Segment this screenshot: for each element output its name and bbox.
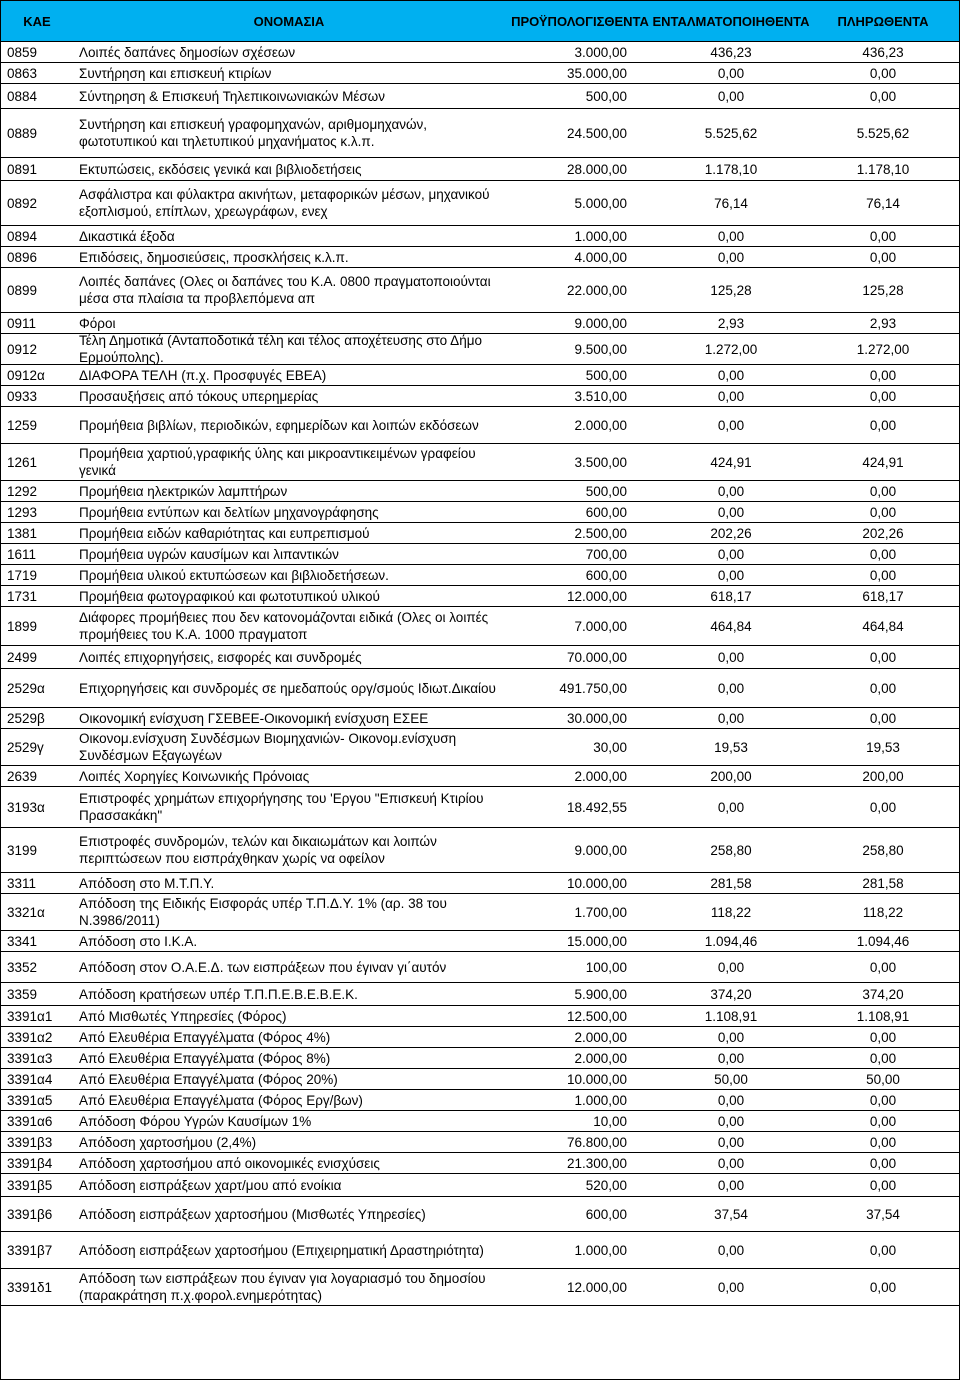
cell-budget: 10,00 <box>593 1113 627 1129</box>
table-row <box>1 109 959 158</box>
cell-budget: 500,00 <box>585 483 627 499</box>
cell-name: Προμήθεια εντύπων και δελτίων μηχανογράφησης <box>79 504 379 520</box>
cell-name: Λοιπές Χορηγίες Κοινωνικής Πρόνοιας <box>79 768 310 784</box>
cell-code: 3391α5 <box>7 1092 53 1108</box>
cell-name: Επιχορηγήσεις και συνδρομές σε ημεδαπούς οργ/σμούς Ιδιωτ.Δικαίου <box>79 680 496 696</box>
cell-approved: 0,00 <box>717 649 745 665</box>
cell-name: Εκτυπώσεις, εκδόσεις γενικά και βιβλιοδετήσεις <box>79 161 362 177</box>
cell-approved: 464,84 <box>710 618 752 634</box>
cell-budget: 1.700,00 <box>574 904 627 920</box>
cell-paid: 0,00 <box>869 680 897 696</box>
cell-budget: 3.510,00 <box>574 388 627 404</box>
cell-budget: 700,00 <box>585 546 627 562</box>
cell-approved: 258,80 <box>710 842 752 858</box>
table-row <box>1 983 959 1006</box>
table-row <box>1 646 959 669</box>
cell-paid: 0,00 <box>869 1134 897 1150</box>
table-row <box>1 952 959 983</box>
cell-approved: 0,00 <box>717 1134 745 1150</box>
cell-paid: 202,26 <box>862 525 904 541</box>
cell-approved: 19,53 <box>714 739 748 755</box>
header-name: ΟΝΟΜΑΣΙΑ <box>253 13 325 29</box>
cell-approved: 50,00 <box>714 1071 748 1087</box>
header-code: ΚΑΕ <box>23 13 51 29</box>
cell-code: 0933 <box>7 388 38 404</box>
cell-approved: 0,00 <box>717 1242 745 1258</box>
cell-name: Προμήθεια ηλεκτρικών λαμπτήρων <box>79 483 288 499</box>
cell-budget: 15.000,00 <box>566 933 627 949</box>
cell-code: 3311 <box>7 875 37 891</box>
cell-name: ΔΙΑΦΟΡΑ ΤΕΛΗ (π.χ. Προσφυγές ΕΒΕΑ) <box>79 367 327 383</box>
cell-name: Προσαυξήσεις από τόκους υπερημερίας <box>79 388 319 404</box>
cell-paid: 281,58 <box>862 875 904 891</box>
cell-approved: 0,00 <box>717 1092 745 1108</box>
cell-name: Από Ελευθέρια Επαγγέλματα (Φόρος 8%) <box>79 1050 331 1066</box>
cell-paid: 0,00 <box>869 1155 897 1171</box>
cell-code: 1259 <box>7 417 38 433</box>
cell-name: Προμήθεια υλικού εκτυπώσεων και βιβλιοδετήσεων. <box>79 567 389 583</box>
table-row <box>1 1132 959 1153</box>
cell-paid: 0,00 <box>869 388 897 404</box>
cell-name: Οικονομική ενίσχυση ΓΣΕΒΕΕ-Οικονομική ενίσχυση ΕΣΕΕ <box>79 710 429 726</box>
table-row <box>1 1006 959 1027</box>
table-row <box>1 365 959 386</box>
cell-paid: 0,00 <box>869 483 897 499</box>
cell-name: Σύντηρηση & Επισκευή Τηλεπικοινωνιακών Μέσων <box>79 88 385 104</box>
cell-code: 1899 <box>7 618 38 634</box>
cell-code: 0892 <box>7 195 38 211</box>
table-row <box>1 931 959 952</box>
cell-code: 0859 <box>7 44 38 60</box>
cell-budget: 9.500,00 <box>574 341 627 357</box>
cell-paid: 1.178,10 <box>856 161 910 177</box>
cell-budget: 22.000,00 <box>566 282 627 298</box>
cell-code: 3193α <box>7 799 45 815</box>
cell-paid: 0,00 <box>869 1242 897 1258</box>
cell-budget: 18.492,55 <box>566 799 627 815</box>
cell-name: Απόδοση χαρτοσήμου από οικονομικές ενισχύσεις <box>79 1155 380 1171</box>
table-row <box>1 729 959 766</box>
table-row <box>1 84 959 109</box>
table-row <box>1 268 959 313</box>
table-body <box>1 42 959 1306</box>
cell-budget: 12.000,00 <box>566 588 627 604</box>
cell-paid: 50,00 <box>866 1071 900 1087</box>
cell-name: Προμήθεια υγρών καυσίμων και λιπαντικών <box>79 546 339 562</box>
table-row <box>1 1269 959 1306</box>
cell-budget: 2.000,00 <box>574 1050 627 1066</box>
cell-approved: 424,91 <box>710 454 752 470</box>
table-row <box>1 1027 959 1048</box>
cell-code: 1292 <box>7 483 38 499</box>
cell-budget: 4.000,00 <box>574 249 627 265</box>
cell-approved: 1.108,91 <box>704 1008 758 1024</box>
cell-paid: 258,80 <box>862 842 904 858</box>
cell-approved: 0,00 <box>717 799 745 815</box>
table-row <box>1 313 959 334</box>
cell-budget: 35.000,00 <box>566 65 627 81</box>
cell-code: 1381 <box>7 525 38 541</box>
cell-budget: 9.000,00 <box>574 315 627 331</box>
cell-name: Προμήθεια ειδών καθαριότητας και ευπρεπισμού <box>79 525 370 541</box>
cell-approved: 76,14 <box>714 195 748 211</box>
cell-name: Επιστροφές χρημάτων επιχορήγησης του 'Εργου "Επισκευή Κτιρίου Πρασσακάκη" <box>79 791 484 823</box>
cell-code: 0863 <box>7 65 38 81</box>
cell-name: Απόδοση εισπράξεων χαρτ/μου από ενοίκια <box>79 1177 342 1193</box>
cell-budget: 2.500,00 <box>574 525 627 541</box>
cell-name: Διάφορες προμήθειες που δεν κατονομάζονται ειδικά (Ολες οι λοιπές προμήθειες του Κ.Α. 1000 πραγματοπ <box>79 610 489 642</box>
cell-code: 3341 <box>7 933 38 949</box>
table-row <box>1 1153 959 1174</box>
cell-paid: 0,00 <box>869 88 897 104</box>
table-header <box>1 1 959 42</box>
cell-code: 1731 <box>7 588 38 604</box>
cell-approved: 0,00 <box>717 65 745 81</box>
cell-code: 2529β <box>7 710 45 726</box>
cell-budget: 2.000,00 <box>574 1029 627 1045</box>
cell-name: Απόδοση εισπράξεων χαρτοσήμου (Επιχειρηματική Δραστηριότητα) <box>79 1242 484 1258</box>
cell-name: Απόδοση στον Ο.Α.Ε.Δ. των εισπράξεων που έγιναν γι΄αυτόν <box>79 959 447 975</box>
cell-paid: 464,84 <box>862 618 904 634</box>
cell-code: 3199 <box>7 842 38 858</box>
cell-paid: 76,14 <box>866 195 900 211</box>
cell-approved: 1.094,46 <box>704 933 758 949</box>
cell-paid: 1.272,00 <box>856 341 910 357</box>
table-row <box>1 226 959 247</box>
cell-code: 3391β6 <box>7 1206 53 1222</box>
cell-paid: 0,00 <box>869 1279 897 1295</box>
cell-name: Από Ελευθέρια Επαγγέλματα (Φόρος 4%) <box>79 1029 331 1045</box>
cell-name: Οικονομ.ενίσχυση Συνδέσμων Βιομηχανιών- Οικονομ.ενίσχυση Συνδέσμων Εξαγωγέων <box>79 731 457 763</box>
cell-budget: 30.000,00 <box>566 710 627 726</box>
table-row <box>1 1090 959 1111</box>
table-row <box>1 63 959 84</box>
cell-name: Από Ελευθέρια Επαγγέλματα (Φόρος Εργ/βων) <box>79 1092 363 1108</box>
cell-budget: 600,00 <box>585 504 627 520</box>
cell-name: Απόδοση κρατήσεων υπέρ Τ.Π.Π.Ε.Β.Ε.Β.Ε.Κ. <box>79 986 358 1002</box>
cell-paid: 0,00 <box>869 504 897 520</box>
cell-approved: 0,00 <box>717 504 745 520</box>
cell-code: 3391δ1 <box>7 1279 53 1295</box>
cell-code: 2529α <box>7 680 45 696</box>
cell-budget: 2.000,00 <box>574 417 627 433</box>
cell-code: 3391β3 <box>7 1134 53 1150</box>
cell-paid: 118,22 <box>862 904 904 920</box>
cell-paid: 125,28 <box>862 282 904 298</box>
cell-budget: 100,00 <box>585 959 627 975</box>
table-row <box>1 1069 959 1090</box>
table-row <box>1 181 959 226</box>
cell-code: 2499 <box>7 649 38 665</box>
table-row <box>1 669 959 708</box>
cell-code: 0896 <box>7 249 38 265</box>
cell-paid: 0,00 <box>869 1029 897 1045</box>
cell-name: Απόδοση στο Ι.Κ.Α. <box>79 933 198 949</box>
cell-paid: 618,17 <box>862 588 904 604</box>
cell-approved: 374,20 <box>710 986 752 1002</box>
cell-budget: 76.800,00 <box>566 1134 627 1150</box>
cell-paid: 0,00 <box>869 546 897 562</box>
cell-name: Λοιπές δαπάνες (Ολες οι δαπάνες του Κ.Α. 0800 πραγματοποιούνται μέσα στα πλαίσια τα προβλεπόμενα απ <box>79 274 491 306</box>
table-row <box>1 334 959 365</box>
cell-paid: 1.108,91 <box>856 1008 910 1024</box>
cell-paid: 19,53 <box>866 739 900 755</box>
cell-approved: 1.272,00 <box>704 341 758 357</box>
cell-code: 0912α <box>7 367 45 383</box>
header-approved: ΕΝΤΑΛΜΑΤΟΠΟΙΗΘΕΝΤΑ <box>652 13 810 29</box>
cell-budget: 12.000,00 <box>566 1279 627 1295</box>
table-row <box>1 444 959 481</box>
table-row <box>1 828 959 873</box>
table-row <box>1 523 959 544</box>
cell-approved: 118,22 <box>710 904 752 920</box>
cell-name: Απόδοση της Ειδικής Εισφοράς υπέρ Τ.Π.Δ.Υ. 1% (αρ. 38 του Ν.3986/2011) <box>79 896 447 928</box>
cell-paid: 0,00 <box>869 710 897 726</box>
cell-code: 3321α <box>7 904 45 920</box>
cell-paid: 0,00 <box>869 65 897 81</box>
table-row <box>1 1048 959 1069</box>
table-row <box>1 1197 959 1232</box>
cell-paid: 0,00 <box>869 228 897 244</box>
table-row <box>1 708 959 729</box>
cell-approved: 5.525,62 <box>704 125 758 141</box>
cell-code: 3391β7 <box>7 1242 53 1258</box>
table-row <box>1 247 959 268</box>
cell-approved: 0,00 <box>717 249 745 265</box>
cell-name: Συντήρηση και επισκευή γραφομηχανών, αριθμομηχανών, φωτοτυπικού και τηλετυπικού μηχανήματος κ.λ.π. <box>79 117 428 149</box>
cell-budget: 24.500,00 <box>566 125 627 141</box>
table-row <box>1 894 959 931</box>
cell-approved: 0,00 <box>717 1155 745 1171</box>
table-row <box>1 787 959 828</box>
cell-budget: 3.000,00 <box>574 44 627 60</box>
cell-approved: 202,26 <box>710 525 752 541</box>
table-row <box>1 607 959 646</box>
cell-code: 2639 <box>7 768 38 784</box>
cell-paid: 0,00 <box>869 567 897 583</box>
cell-budget: 600,00 <box>585 567 627 583</box>
cell-name: Απόδοση εισπράξεων χαρτοσήμου (Μισθωτές Υπηρεσίες) <box>79 1206 426 1222</box>
cell-code: 3391α2 <box>7 1029 53 1045</box>
cell-budget: 70.000,00 <box>566 649 627 665</box>
cell-paid: 0,00 <box>869 249 897 265</box>
cell-code: 3352 <box>7 959 38 975</box>
cell-budget: 2.000,00 <box>574 768 627 784</box>
cell-approved: 436,23 <box>710 44 752 60</box>
cell-paid: 0,00 <box>869 799 897 815</box>
cell-name: Απόδοση Φόρου Υγρών Καυσίμων 1% <box>79 1113 312 1129</box>
cell-paid: 1.094,46 <box>856 933 910 949</box>
table-row <box>1 873 959 894</box>
cell-approved: 125,28 <box>710 282 752 298</box>
cell-approved: 281,58 <box>710 875 752 891</box>
cell-budget: 1.000,00 <box>574 1242 627 1258</box>
cell-paid: 0,00 <box>869 367 897 383</box>
cell-budget: 28.000,00 <box>566 161 627 177</box>
cell-code: 0884 <box>7 88 38 104</box>
cell-budget: 1.000,00 <box>574 1092 627 1108</box>
cell-name: Φόροι <box>79 315 116 331</box>
cell-budget: 12.500,00 <box>566 1008 627 1024</box>
cell-budget: 10.000,00 <box>566 1071 627 1087</box>
cell-code: 3391β5 <box>7 1177 53 1193</box>
cell-budget: 491.750,00 <box>559 680 627 696</box>
cell-name: Απόδοση χαρτοσήμου (2,4%) <box>79 1134 257 1150</box>
cell-budget: 5.000,00 <box>574 195 627 211</box>
cell-approved: 618,17 <box>710 588 752 604</box>
cell-name: Επιστροφές συνδρομών, τελών και δικαιωμάτων και λοιπών περιπτώσεων που εισπράχθηκαν χωρίς να οφείλον <box>79 834 437 866</box>
cell-paid: 436,23 <box>862 44 904 60</box>
table-row <box>1 544 959 565</box>
cell-code: 1719 <box>7 567 38 583</box>
cell-approved: 1.178,10 <box>704 161 758 177</box>
cell-code: 3391α3 <box>7 1050 53 1066</box>
cell-paid: 5.525,62 <box>856 125 910 141</box>
cell-approved: 0,00 <box>717 710 745 726</box>
cell-approved: 0,00 <box>717 228 745 244</box>
cell-paid: 0,00 <box>869 959 897 975</box>
cell-approved: 0,00 <box>717 1029 745 1045</box>
cell-approved: 0,00 <box>717 1177 745 1193</box>
table-row <box>1 42 959 63</box>
table-row <box>1 158 959 181</box>
cell-approved: 0,00 <box>717 483 745 499</box>
cell-code: 2529γ <box>7 739 44 755</box>
table-row <box>1 407 959 444</box>
cell-budget: 10.000,00 <box>566 875 627 891</box>
cell-approved: 0,00 <box>717 546 745 562</box>
cell-name: Από Ελευθέρια Επαγγέλματα (Φόρος 20%) <box>79 1071 338 1087</box>
cell-budget: 600,00 <box>585 1206 627 1222</box>
cell-budget: 520,00 <box>585 1177 627 1193</box>
cell-paid: 2,93 <box>869 315 897 331</box>
header-paid: ΠΛΗΡΩΘΕΝΤΑ <box>837 13 929 29</box>
cell-code: 3391α1 <box>7 1008 53 1024</box>
table-row <box>1 565 959 586</box>
cell-name: Προμήθεια χαρτιού,γραφικής ύλης και μικροαντικειμένων γραφείου γενικά <box>79 446 476 478</box>
cell-budget: 5.900,00 <box>574 986 627 1002</box>
table-row <box>1 586 959 607</box>
cell-code: 3391α4 <box>7 1071 53 1087</box>
cell-budget: 30,00 <box>593 739 627 755</box>
cell-code: 0912 <box>7 341 38 357</box>
cell-approved: 0,00 <box>717 367 745 383</box>
cell-code: 1293 <box>7 504 38 520</box>
cell-code: 0911 <box>7 315 37 331</box>
cell-budget: 500,00 <box>585 367 627 383</box>
cell-paid: 374,20 <box>862 986 904 1002</box>
cell-name: Προμήθεια βιβλίων, περιοδικών, εφημερίδων και λοιπών εκδόσεων <box>79 417 479 433</box>
cell-code: 1261 <box>7 454 38 470</box>
cell-approved: 0,00 <box>717 1113 745 1129</box>
cell-paid: 0,00 <box>869 417 897 433</box>
cell-budget: 21.300,00 <box>566 1155 627 1171</box>
table-row <box>1 1174 959 1197</box>
cell-approved: 0,00 <box>717 680 745 696</box>
cell-paid: 0,00 <box>869 649 897 665</box>
cell-approved: 0,00 <box>717 388 745 404</box>
cell-name: Ασφάλιστρα και φύλακτρα ακινήτων, μεταφορικών μέσων, μηχανικού εξοπλισμού, επίπλων, χρεωγράφων, ενεχ <box>79 187 490 219</box>
cell-code: 3391α6 <box>7 1113 53 1129</box>
cell-name: Λοιπές επιχορηγήσεις, εισφορές και συνδρομές <box>79 649 362 665</box>
cell-name: Από Μισθωτές Υπηρεσίες (Φόρος) <box>79 1008 287 1024</box>
table-row <box>1 1232 959 1269</box>
cell-paid: 0,00 <box>869 1092 897 1108</box>
cell-approved: 0,00 <box>717 88 745 104</box>
cell-budget: 9.000,00 <box>574 842 627 858</box>
cell-paid: 0,00 <box>869 1177 897 1193</box>
cell-name: Λοιπές δαπάνες δημοσίων σχέσεων <box>79 44 296 60</box>
table-row <box>1 1111 959 1132</box>
cell-paid: 200,00 <box>862 768 904 784</box>
cell-paid: 37,54 <box>866 1206 900 1222</box>
cell-budget: 3.500,00 <box>574 454 627 470</box>
cell-approved: 0,00 <box>717 567 745 583</box>
cell-approved: 200,00 <box>710 768 752 784</box>
table-row <box>1 766 959 787</box>
table-row <box>1 481 959 502</box>
cell-approved: 0,00 <box>717 1279 745 1295</box>
table-row <box>1 502 959 523</box>
cell-paid: 0,00 <box>869 1050 897 1066</box>
header-budget: ΠΡΟΫΠΟΛΟΓΙΣΘΕΝΤΑ <box>511 13 649 29</box>
cell-code: 0899 <box>7 282 38 298</box>
cell-budget: 7.000,00 <box>574 618 627 634</box>
cell-code: 3391β4 <box>7 1155 53 1171</box>
cell-code: 0889 <box>7 125 38 141</box>
cell-approved: 37,54 <box>714 1206 748 1222</box>
cell-paid: 0,00 <box>869 1113 897 1129</box>
cell-approved: 2,93 <box>717 315 745 331</box>
cell-code: 0894 <box>7 228 38 244</box>
cell-approved: 0,00 <box>717 959 745 975</box>
cell-name: Τέλη Δημοτικά (Ανταποδοτικά τέλη και τέλος αποχέτευσης στο Δήμο Ερμούπολης). <box>79 334 482 364</box>
cell-budget: 500,00 <box>585 88 627 104</box>
cell-name: Δικαστικά έξοδα <box>79 228 175 244</box>
cell-budget: 1.000,00 <box>574 228 627 244</box>
cell-approved: 0,00 <box>717 1050 745 1066</box>
cell-code: 0891 <box>7 161 38 177</box>
table-row <box>1 386 959 407</box>
cell-name: Απόδοση στο Μ.Τ.Π.Υ. <box>79 875 215 891</box>
cell-name: Επιδόσεις, δημοσιεύσεις, προσκλήσεις κ.λ.π. <box>79 249 349 265</box>
cell-paid: 424,91 <box>862 454 904 470</box>
cell-name: Απόδοση των εισπράξεων που έγιναν για λογαριασμό του δημοσίου (παρακράτηση π.χ.φορολ.ενημερότητας) <box>79 1271 486 1303</box>
cell-name: Προμήθεια φωτογραφικού και φωτοτυπικού υλικού <box>79 588 380 604</box>
cell-code: 1611 <box>7 546 37 562</box>
cell-name: Συντήρηση και επισκευή κτιρίων <box>79 65 272 81</box>
cell-code: 3359 <box>7 986 38 1002</box>
cell-approved: 0,00 <box>717 417 745 433</box>
